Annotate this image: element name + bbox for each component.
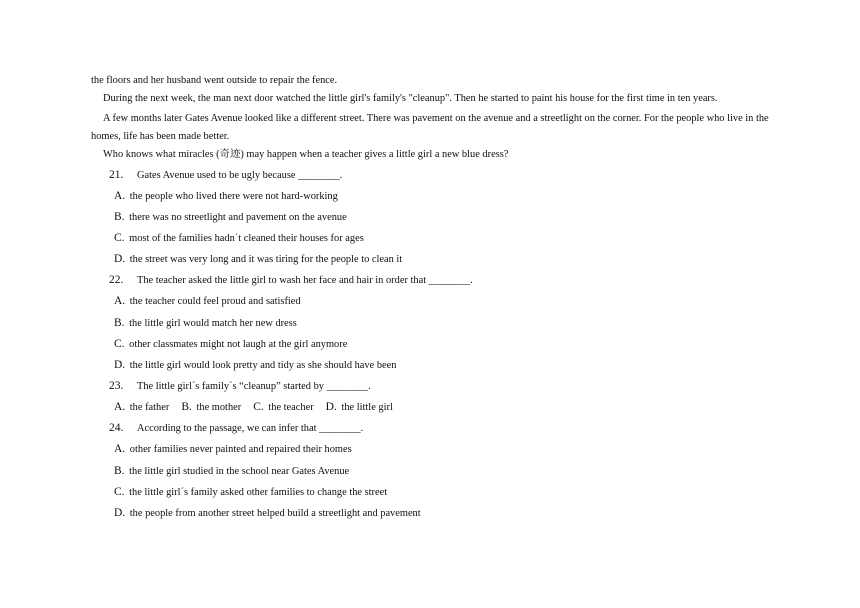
option-22-b[interactable]: B. the little girl would match her new dress <box>114 317 297 329</box>
question-number: 24. <box>109 422 124 434</box>
option-24-c[interactable]: C. the little girl´s family asked other families to change the street <box>114 486 388 498</box>
question-stem: According to the passage, we can infer that ________. <box>137 423 364 434</box>
option-21-a[interactable]: A. the people who lived there were not hard-working <box>114 190 338 202</box>
option-21-c[interactable]: C. most of the families hadn´t cleaned their houses for ages <box>114 232 364 244</box>
options-23-row <box>114 401 405 414</box>
question-stem: Gates Avenue used to be ugly because ________. <box>137 170 343 181</box>
option-23-d[interactable]: D. the little girl <box>325 401 393 413</box>
question-24 <box>109 422 363 435</box>
option-23-a[interactable]: A. the father <box>114 401 170 413</box>
passage-paragraph-miracles: Who knows what miracles (奇迹) may happen when a teacher gives a little girl a new blue dress? <box>103 149 509 160</box>
question-number: 23. <box>109 380 124 392</box>
question-stem: The little girl´s family´s “cleanup” started by ________. <box>137 381 371 392</box>
question-21 <box>109 169 342 182</box>
question-number: 22. <box>109 274 124 286</box>
question-stem: The teacher asked the little girl to wash her face and hair in order that ________. <box>137 275 473 286</box>
option-21-d[interactable]: D. the street was very long and it was tiring for the people to clean it <box>114 253 403 265</box>
question-22 <box>109 274 473 287</box>
option-21-b[interactable]: B. there was no streetlight and pavement on the avenue <box>114 211 347 223</box>
option-24-d[interactable]: D. the people from another street helped build a streetlight and pavement <box>114 507 421 519</box>
option-23-b[interactable]: B. the mother <box>181 401 242 413</box>
option-22-d[interactable]: D. the little girl would look pretty and tidy as she should have been <box>114 359 397 371</box>
question-number: 21. <box>109 169 124 181</box>
option-24-b[interactable]: B. the little girl studied in the school near Gates Avenue <box>114 465 350 477</box>
passage-paragraph-gates-avenue: A few months later Gates Avenue looked like a different street. There was pavement on the avenue and a streetlight on the corner. For the people who live in the homes, life has been made better. <box>91 113 769 142</box>
passage-line-continuation: the floors and her husband went outside to repair the fence. <box>91 75 338 86</box>
option-22-c[interactable]: C. other classmates might not laugh at the girl anymore <box>114 338 348 350</box>
question-23 <box>109 380 371 393</box>
passage-paragraph-cleanup: During the next week, the man next door watched the little girl's family's "cleanup". Then he started to paint his house for the first time in ten years. <box>103 93 718 104</box>
option-22-a[interactable]: A. the teacher could feel proud and satisfied <box>114 295 301 307</box>
option-24-a[interactable]: A. other families never painted and repaired their homes <box>114 443 352 455</box>
option-23-c[interactable]: C. the teacher <box>253 401 314 413</box>
